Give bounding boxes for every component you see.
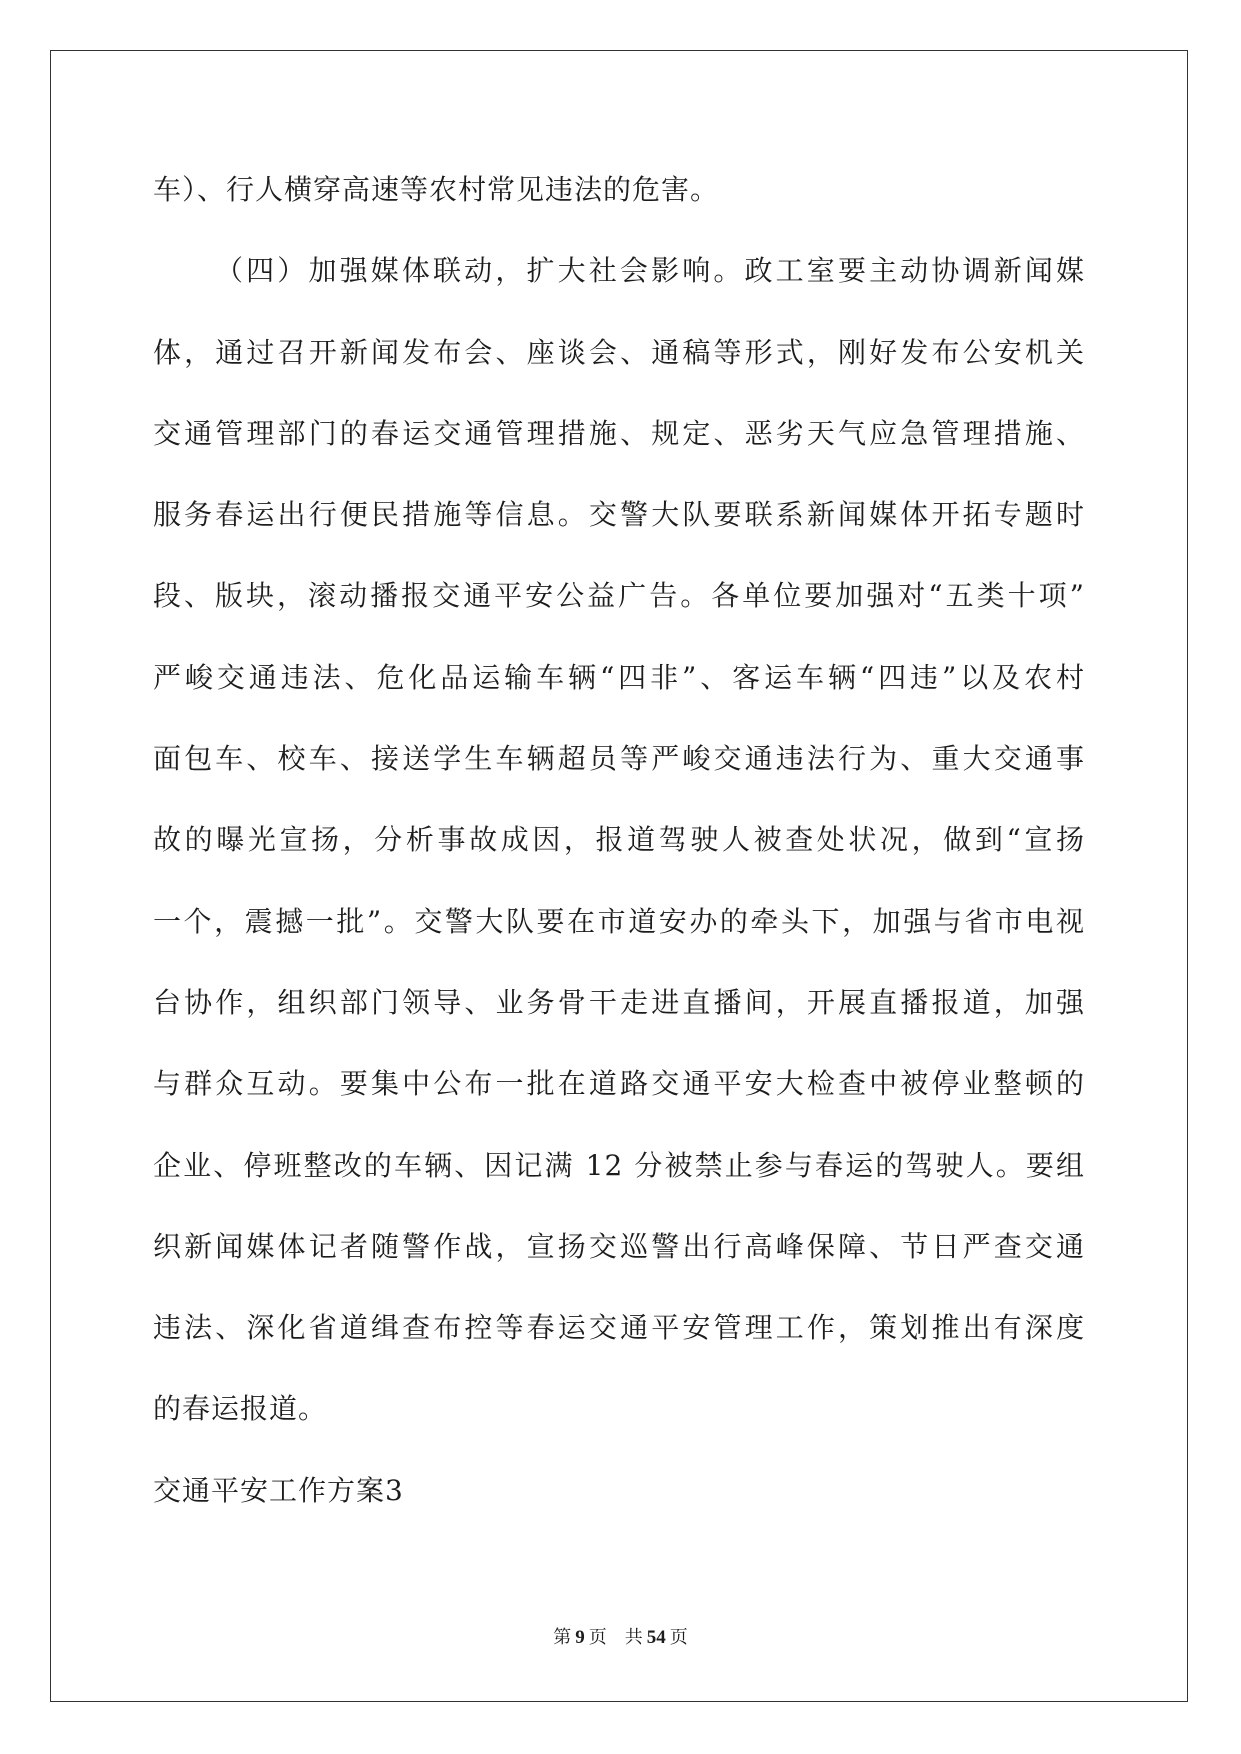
text-line: 体，通过召开新闻发布会、座谈会、通稿等形式，刚好发布公安机关 [153,335,1085,369]
text-line: 一个，震撼一批”。交警大队要在市道安办的牵头下，加强与省市电视 [153,904,1085,938]
text-line: 严峻交通违法、危化品运输车辆“四非”、客运车辆“四违”以及农村 [153,660,1085,694]
text-line: 企业、停班整改的车辆、因记满 12 分被禁止参与春运的驾驶人。要组 [153,1148,1085,1182]
text-line: 织新闻媒体记者随警作战，宣扬交巡警出行高峰保障、节日严查交通 [153,1229,1085,1263]
text-line: 交通管理部门的春运交通管理措施、规定、恶劣天气应急管理措施、 [153,416,1085,450]
text-line: 故的曝光宣扬，分析事故成因，报道驾驶人被查处状况，做到“宣扬 [153,823,1085,857]
total-pages-number: 54 [646,1627,666,1648]
text-line: 服务春运出行便民措施等信息。交警大队要联系新闻媒体开拓专题时 [153,498,1085,532]
page-word: 第 [553,1627,572,1648]
text-line: 段、版块，滚动播报交通平安公益广告。各单位要加强对“五类十项” [153,579,1085,613]
continuation-line: 车）、行人横穿高速等农村常见违法的危害。 [153,173,720,206]
page-footer [0,1624,1241,1652]
text-line: 台协作，组织部门领导、业务骨干走进直播间，开展直播报道，加强 [153,985,1085,1019]
page-unit: 页 [588,1627,607,1648]
section-heading: 交通平安工作方案3 [153,1473,404,1507]
text-line: 与群众互动。要集中公布一批在道路交通平安大检查中被停业整顿的 [153,1067,1085,1101]
text-line: （四）加强媒体联动，扩大社会影响。政工室要主动协调新闻媒 [215,254,1085,288]
current-page-number: 9 [575,1627,585,1648]
text-line: 面包车、校车、接送学生车辆超员等严峻交通违法行为、重大交通事 [153,742,1085,776]
text-line: 违法、深化省道缉查布控等春运交通平安管理工作，策划推出有深度 [153,1311,1085,1345]
text-line: 的春运报道。 [153,1392,328,1426]
body-text [153,149,1085,1531]
paragraph-media-linkage [153,230,1085,1449]
total-unit: 页 [669,1627,688,1648]
total-word: 共 [624,1627,643,1648]
